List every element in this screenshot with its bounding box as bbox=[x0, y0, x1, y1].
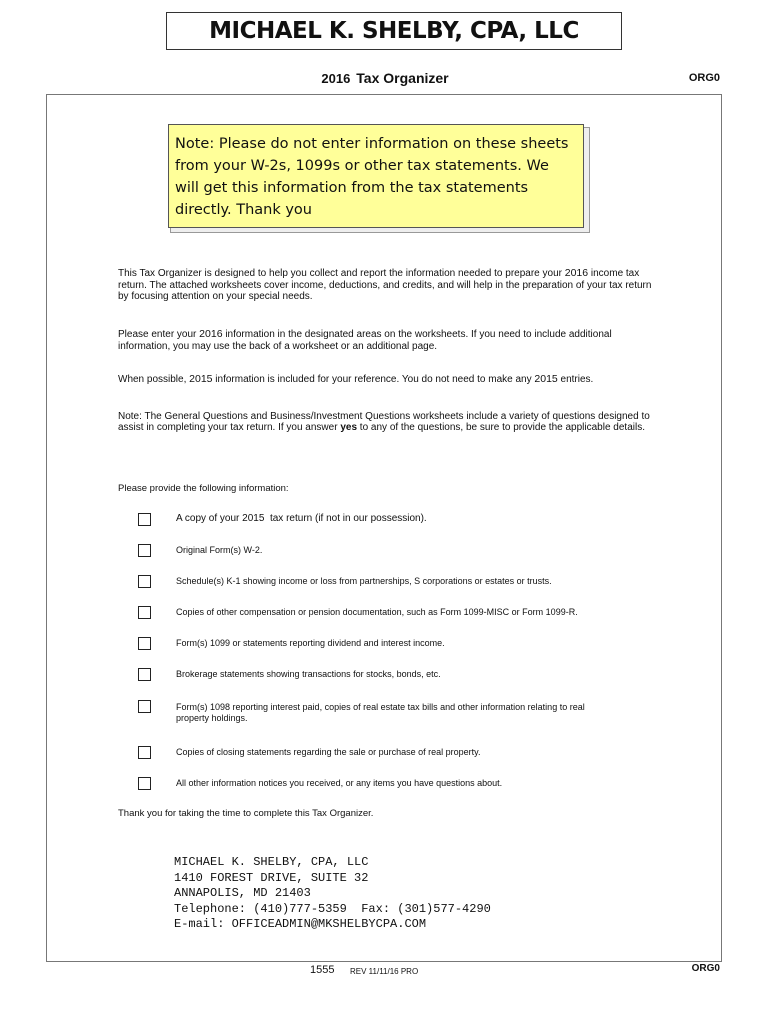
checkbox-compensation[interactable] bbox=[138, 606, 151, 619]
intro-year-3: 2015 bbox=[189, 373, 213, 385]
checklist-item-compensation: Copies of other compensation or pension documentation, such as Form 1099-MISC or Form 1099-R. bbox=[176, 607, 578, 617]
organizer-heading bbox=[0, 70, 770, 86]
address-line-name: MICHAEL K. SHELBY, CPA, LLC bbox=[174, 855, 369, 869]
address-line-email: E-mail: OFFICEADMIN@MKSHELBYCPA.COM bbox=[174, 917, 427, 931]
address-line-street: 1410 FOREST DRIVE, SUITE 32 bbox=[174, 870, 369, 885]
checkbox-1098[interactable] bbox=[138, 700, 151, 713]
firm-address-block bbox=[174, 855, 491, 933]
checklist-item-1099: Form(s) 1099 or statements reporting dividend and interest income. bbox=[176, 638, 445, 648]
checklist-heading: Please provide the following information: bbox=[118, 483, 289, 494]
form-code-top: ORG0 bbox=[688, 72, 720, 84]
address-line-phone: Telephone: (410)777-5359 Fax: (301)577-4290 bbox=[174, 901, 491, 916]
firm-name-title: MICHAEL K. SHELBY, CPA, LLC bbox=[166, 12, 622, 50]
checklist-item-other-info: All other information notices you received, or any items you have questions about. bbox=[176, 778, 503, 788]
checkbox-prior-return[interactable] bbox=[138, 513, 151, 526]
organizer-title: Tax Organizer bbox=[356, 70, 449, 86]
checklist-item-w2: Original Form(s) W-2. bbox=[176, 545, 263, 555]
checkbox-1099[interactable] bbox=[138, 637, 151, 650]
footer-page-number: 1555 bbox=[310, 964, 335, 976]
checklist-item-closing-statements: Copies of closing statements regarding the sale or purchase of real property. bbox=[176, 747, 481, 757]
checklist-item-prior-return: A copy of your 2015 tax return (if not in our possession). bbox=[176, 513, 427, 524]
intro-year-1: 2016 bbox=[564, 267, 589, 279]
checkbox-closing-statements[interactable] bbox=[138, 746, 151, 759]
thank-you-text: Thank you for taking the time to complete this Tax Organizer. bbox=[118, 808, 374, 819]
intro-year-4: 2015 bbox=[534, 373, 558, 385]
checkbox-other-info[interactable] bbox=[138, 777, 151, 790]
organizer-year: 2016 bbox=[321, 71, 351, 86]
checkbox-brokerage[interactable] bbox=[138, 668, 151, 681]
checklist-item-brokerage: Brokerage statements showing transactions for stocks, bonds, etc. bbox=[176, 669, 441, 679]
checkbox-k1[interactable] bbox=[138, 575, 151, 588]
checklist-item-k1: Schedule(s) K-1 showing income or loss from partnerships, S corporations or estates or trusts. bbox=[176, 576, 552, 586]
intro-paragraph-3: When possible, 2015 information is included for your reference. You do not need to make any 2015 entries. bbox=[118, 373, 594, 385]
footer-revision: REV 11/11/16 PRO bbox=[350, 967, 419, 976]
intro-year-2: 2016 bbox=[199, 328, 223, 340]
intro-paragraph-2: Please enter your 2016 information in the designated areas on the worksheets. If you need to include additional information, you may use the back of a worksheet or an additional page. bbox=[118, 328, 612, 352]
checklist-item-1098: Form(s) 1098 reporting interest paid, copies of real estate tax bills and other information relating to real property holdings. bbox=[176, 702, 585, 723]
note-box: Note: Please do not enter information on these sheets from your W-2s, 1099s or other tax statements. We will get this information from the tax statements directly. Thank you bbox=[168, 124, 584, 228]
intro-paragraph-1: This Tax Organizer is designed to help you collect and report the information needed to prepare your 2016 income tax return. The attached worksheets cover income, deductions, and credits, and will help in the preparation of your tax return by focusing attention on your special needs. bbox=[118, 267, 652, 302]
intro-paragraph-4: Note: The General Questions and Business/Investment Questions worksheets include a variety of questions designed to assist in completing your tax return. If you answer yes to any of the questions, be sure to provide the applicable details. bbox=[118, 411, 650, 433]
address-line-city: ANNAPOLIS, MD 21403 bbox=[174, 886, 311, 900]
form-code-bottom: ORG0 bbox=[691, 963, 720, 974]
checkbox-w2[interactable] bbox=[138, 544, 151, 557]
